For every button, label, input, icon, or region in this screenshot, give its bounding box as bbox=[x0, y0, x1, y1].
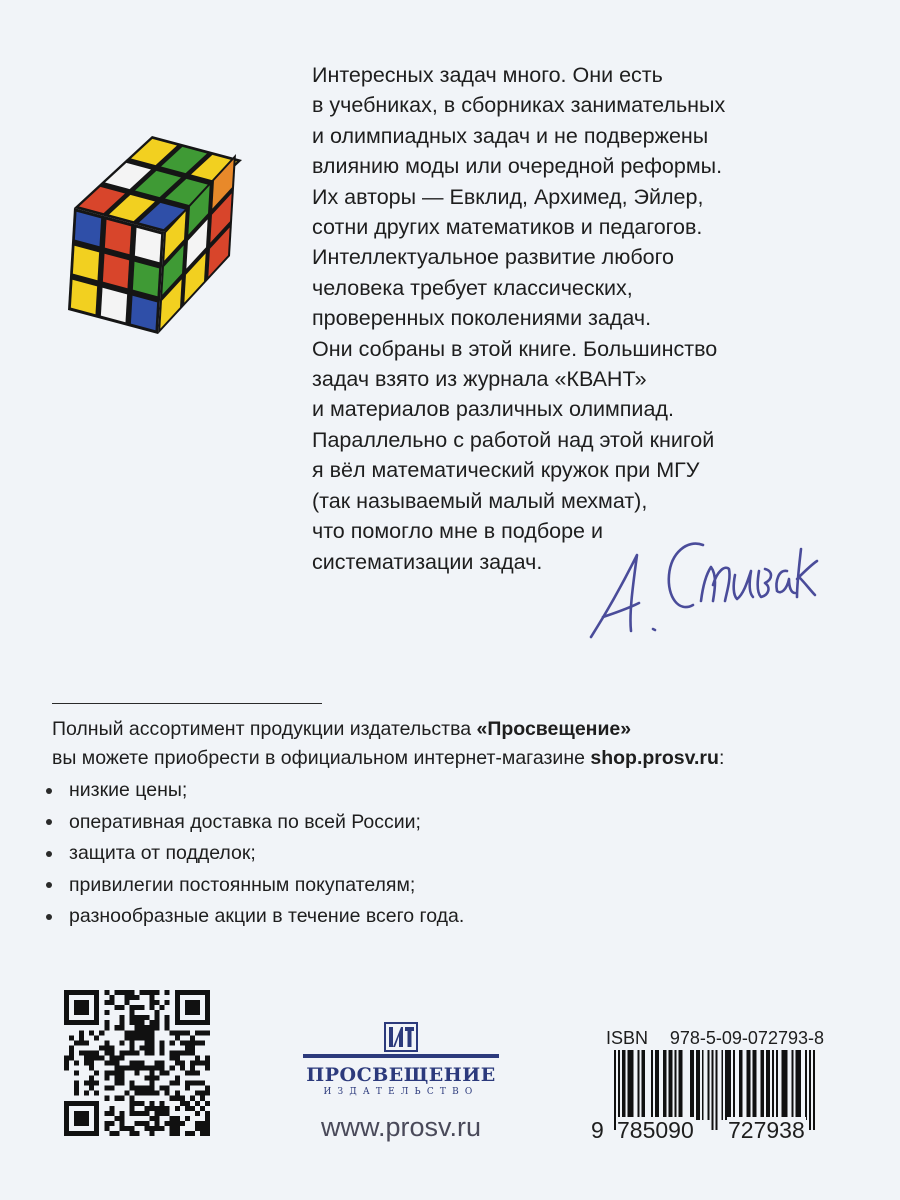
list-item bbox=[46, 807, 464, 839]
bullet-icon bbox=[46, 819, 52, 825]
list-item bbox=[46, 870, 464, 902]
list-item-text: оперативная доставка по всей России; bbox=[69, 810, 421, 833]
intro-line: систематизации задач. bbox=[312, 549, 543, 574]
intro-line: сотни других математиков и педагогов. bbox=[312, 215, 703, 240]
intro-line: что помогло мне в подборе и bbox=[312, 519, 603, 544]
isbn-block bbox=[590, 1028, 828, 1156]
list-item-text: привилегии постоянным покупателям; bbox=[69, 873, 416, 896]
isbn-prefix: ISBN bbox=[606, 1028, 649, 1048]
bullet-icon bbox=[46, 914, 52, 920]
list-item bbox=[46, 901, 464, 933]
publisher-logo-icon bbox=[384, 1022, 418, 1052]
barcode-digits bbox=[590, 1117, 828, 1149]
intro-line: в учебниках, в сборниках занимательных bbox=[312, 93, 726, 118]
intro-line: (так называемый малый мехмат), bbox=[312, 488, 648, 513]
barcode-left-digits: 785090 bbox=[617, 1117, 694, 1143]
isbn-label bbox=[606, 1028, 824, 1049]
barcode-first-digit: 9 bbox=[591, 1117, 604, 1143]
qr-code-icon[interactable] bbox=[64, 990, 210, 1136]
publisher-subtitle: ИЗДАТЕЛЬСТВО bbox=[323, 1087, 479, 1097]
barcode-right-digits: 727938 bbox=[728, 1117, 805, 1143]
bullet-icon bbox=[46, 851, 52, 857]
list-item-text: разнообразные акции в течение всего года. bbox=[69, 905, 465, 927]
publisher-name: ПРОСВЕЩЕНИЕ bbox=[306, 1064, 496, 1086]
publisher-name-bold: «Просвещение» bbox=[476, 718, 632, 740]
intro-line: Интересных задач много. Они есть bbox=[312, 63, 663, 87]
intro-line: человека требует классических, bbox=[312, 275, 633, 300]
shop-url[interactable]: shop.prosv.ru bbox=[590, 747, 719, 769]
list-item bbox=[46, 775, 464, 807]
shop-line-1 bbox=[52, 715, 882, 744]
intro-line: Интеллектуальное развитие любого bbox=[312, 245, 674, 270]
intro-line: и материалов различных олимпиад. bbox=[312, 397, 674, 422]
shop-line-2-text: вы можете приобрести в официальном интернет-магазине bbox=[52, 747, 591, 769]
list-item-text: низкие цены; bbox=[69, 779, 188, 801]
intro-line: Их авторы — Евклид, Архимед, Эйлер, bbox=[312, 184, 704, 209]
intro-line: влиянию моды или очередной реформы. bbox=[312, 154, 723, 179]
intro-line: Параллельно с работой над этой книгой bbox=[312, 427, 715, 452]
shop-line-2-end: : bbox=[718, 747, 725, 769]
intro-line: задач взято из журнала «КВАНТ» bbox=[312, 367, 647, 392]
rubiks-cube-image bbox=[60, 120, 290, 370]
shop-line-2 bbox=[52, 744, 882, 773]
bullet-icon bbox=[46, 788, 52, 794]
intro-text bbox=[312, 60, 852, 577]
logo-underline bbox=[303, 1054, 499, 1058]
list-item bbox=[46, 838, 464, 870]
bullet-icon bbox=[46, 882, 52, 888]
intro-line: и олимпиадных задач и не подвержены bbox=[312, 123, 709, 148]
intro-line: Они собраны в этой книге. Большинство bbox=[312, 336, 718, 361]
benefits-list bbox=[46, 775, 464, 933]
publisher-website-link[interactable]: www.prosv.ru bbox=[320, 1112, 482, 1142]
isbn-number: 978-5-09-072793-8 bbox=[669, 1028, 824, 1048]
shop-info bbox=[52, 715, 882, 773]
separator-line bbox=[52, 703, 322, 704]
intro-line: проверенных поколениями задач. bbox=[312, 306, 652, 331]
list-item-text: защита от подделок; bbox=[69, 842, 256, 864]
shop-line-1-text: Полный ассортимент продукции издательства bbox=[52, 718, 477, 740]
author-signature bbox=[575, 505, 825, 655]
intro-line: я вёл математический кружок при МГУ bbox=[312, 458, 700, 483]
